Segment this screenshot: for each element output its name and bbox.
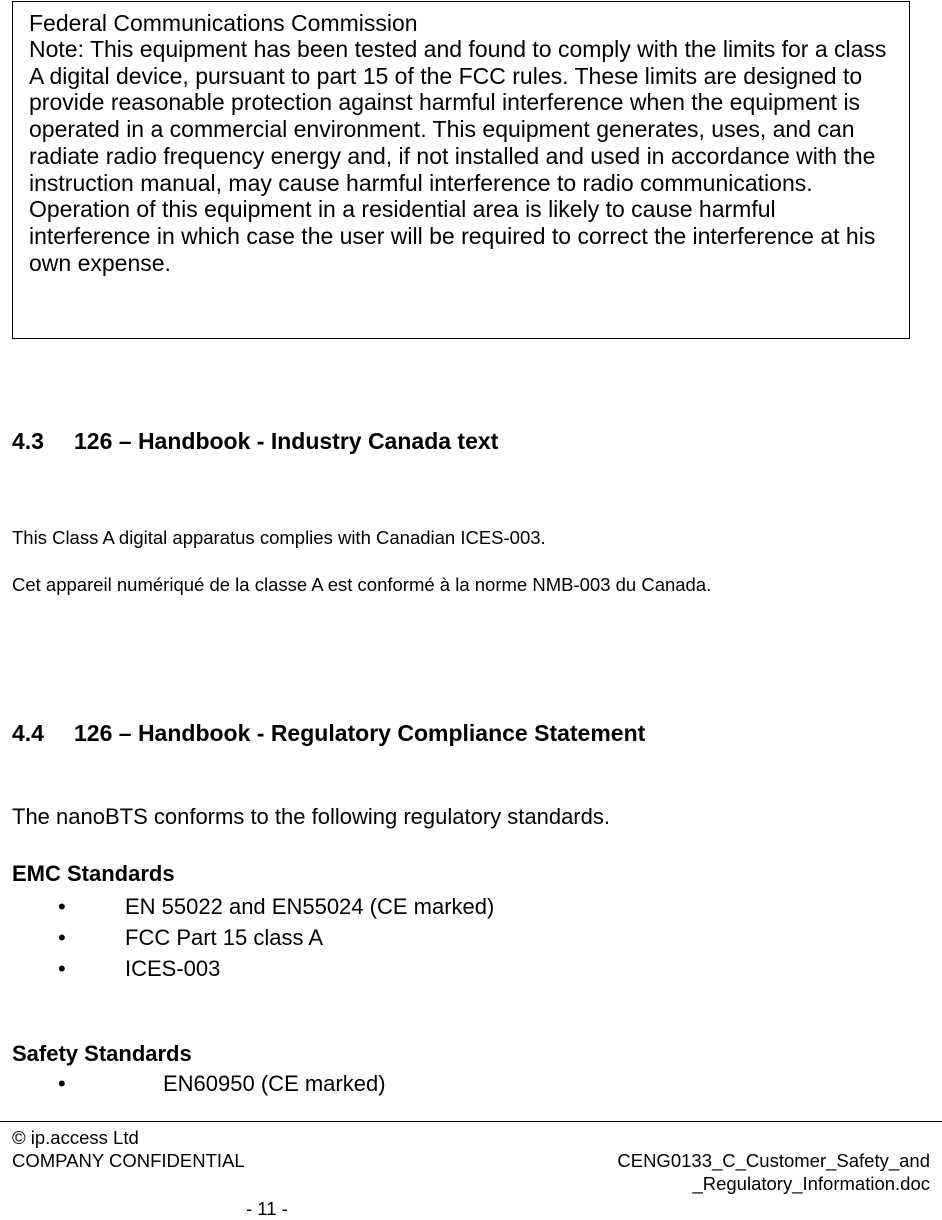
- standard-label: EN 55022 and EN55024 (CE marked): [125, 894, 495, 919]
- section-title: 126 – Handbook - Regulatory Compliance Statement: [74, 720, 646, 746]
- bullet-icon: •: [58, 894, 66, 919]
- bullet-icon: •: [58, 1071, 66, 1096]
- safety-standards-heading: Safety Standards: [12, 1041, 192, 1066]
- footer-copyright: © ip.access Ltd: [12, 1127, 139, 1148]
- bullet-icon: •: [58, 956, 66, 981]
- emc-standards-heading: EMC Standards: [12, 861, 175, 886]
- section-number: 4.4: [12, 720, 44, 746]
- footer-doc-name-line1: CENG0133_C_Customer_Safety_and: [617, 1150, 930, 1171]
- section-number: 4.3: [12, 428, 44, 454]
- standard-label: FCC Part 15 class A: [125, 925, 324, 950]
- fcc-notice-box: [12, 1, 910, 339]
- fcc-note: Note: This equipment has been tested and found to comply with the limits for a class A digital device, pursuant to part 15 of the FCC rules. These limits are designed to provide reasonable protection against harmful interference when the equipment is operated in a commercial environment. This equipment generates, uses, and can radiate radio frequency energy and, if not installed and used in accordance with the instruction manual, may cause harmful interference to radio communications. Operation of this equipment in a residential area is likely to cause harmful interference in which case the user will be required to correct the interference at his own expense.: [29, 36, 887, 276]
- standard-label: ICES-003: [125, 956, 221, 981]
- standard-label: EN60950 (CE marked): [163, 1071, 386, 1096]
- footer-confidential: COMPANY CONFIDENTIAL: [12, 1150, 245, 1171]
- page-number: - 11 -: [246, 1198, 288, 1219]
- section-4-3-heading: [12, 428, 498, 455]
- compliance-intro: The nanoBTS conforms to the following regulatory standards.: [12, 804, 610, 829]
- footer-divider: [0, 1121, 942, 1122]
- bullet-icon: •: [58, 925, 66, 950]
- fcc-title: Federal Communications Commission: [29, 10, 418, 36]
- section-4-4-heading: [12, 720, 645, 747]
- footer-doc-name-line2: _Regulatory_Information.doc: [692, 1173, 930, 1194]
- industry-canada-fr: Cet appareil numériqué de la classe A est conformé à la norme NMB-003 du Canada.: [12, 574, 712, 595]
- section-title: 126 – Handbook - Industry Canada text: [74, 428, 499, 454]
- industry-canada-en: This Class A digital apparatus complies with Canadian ICES-003.: [12, 527, 546, 548]
